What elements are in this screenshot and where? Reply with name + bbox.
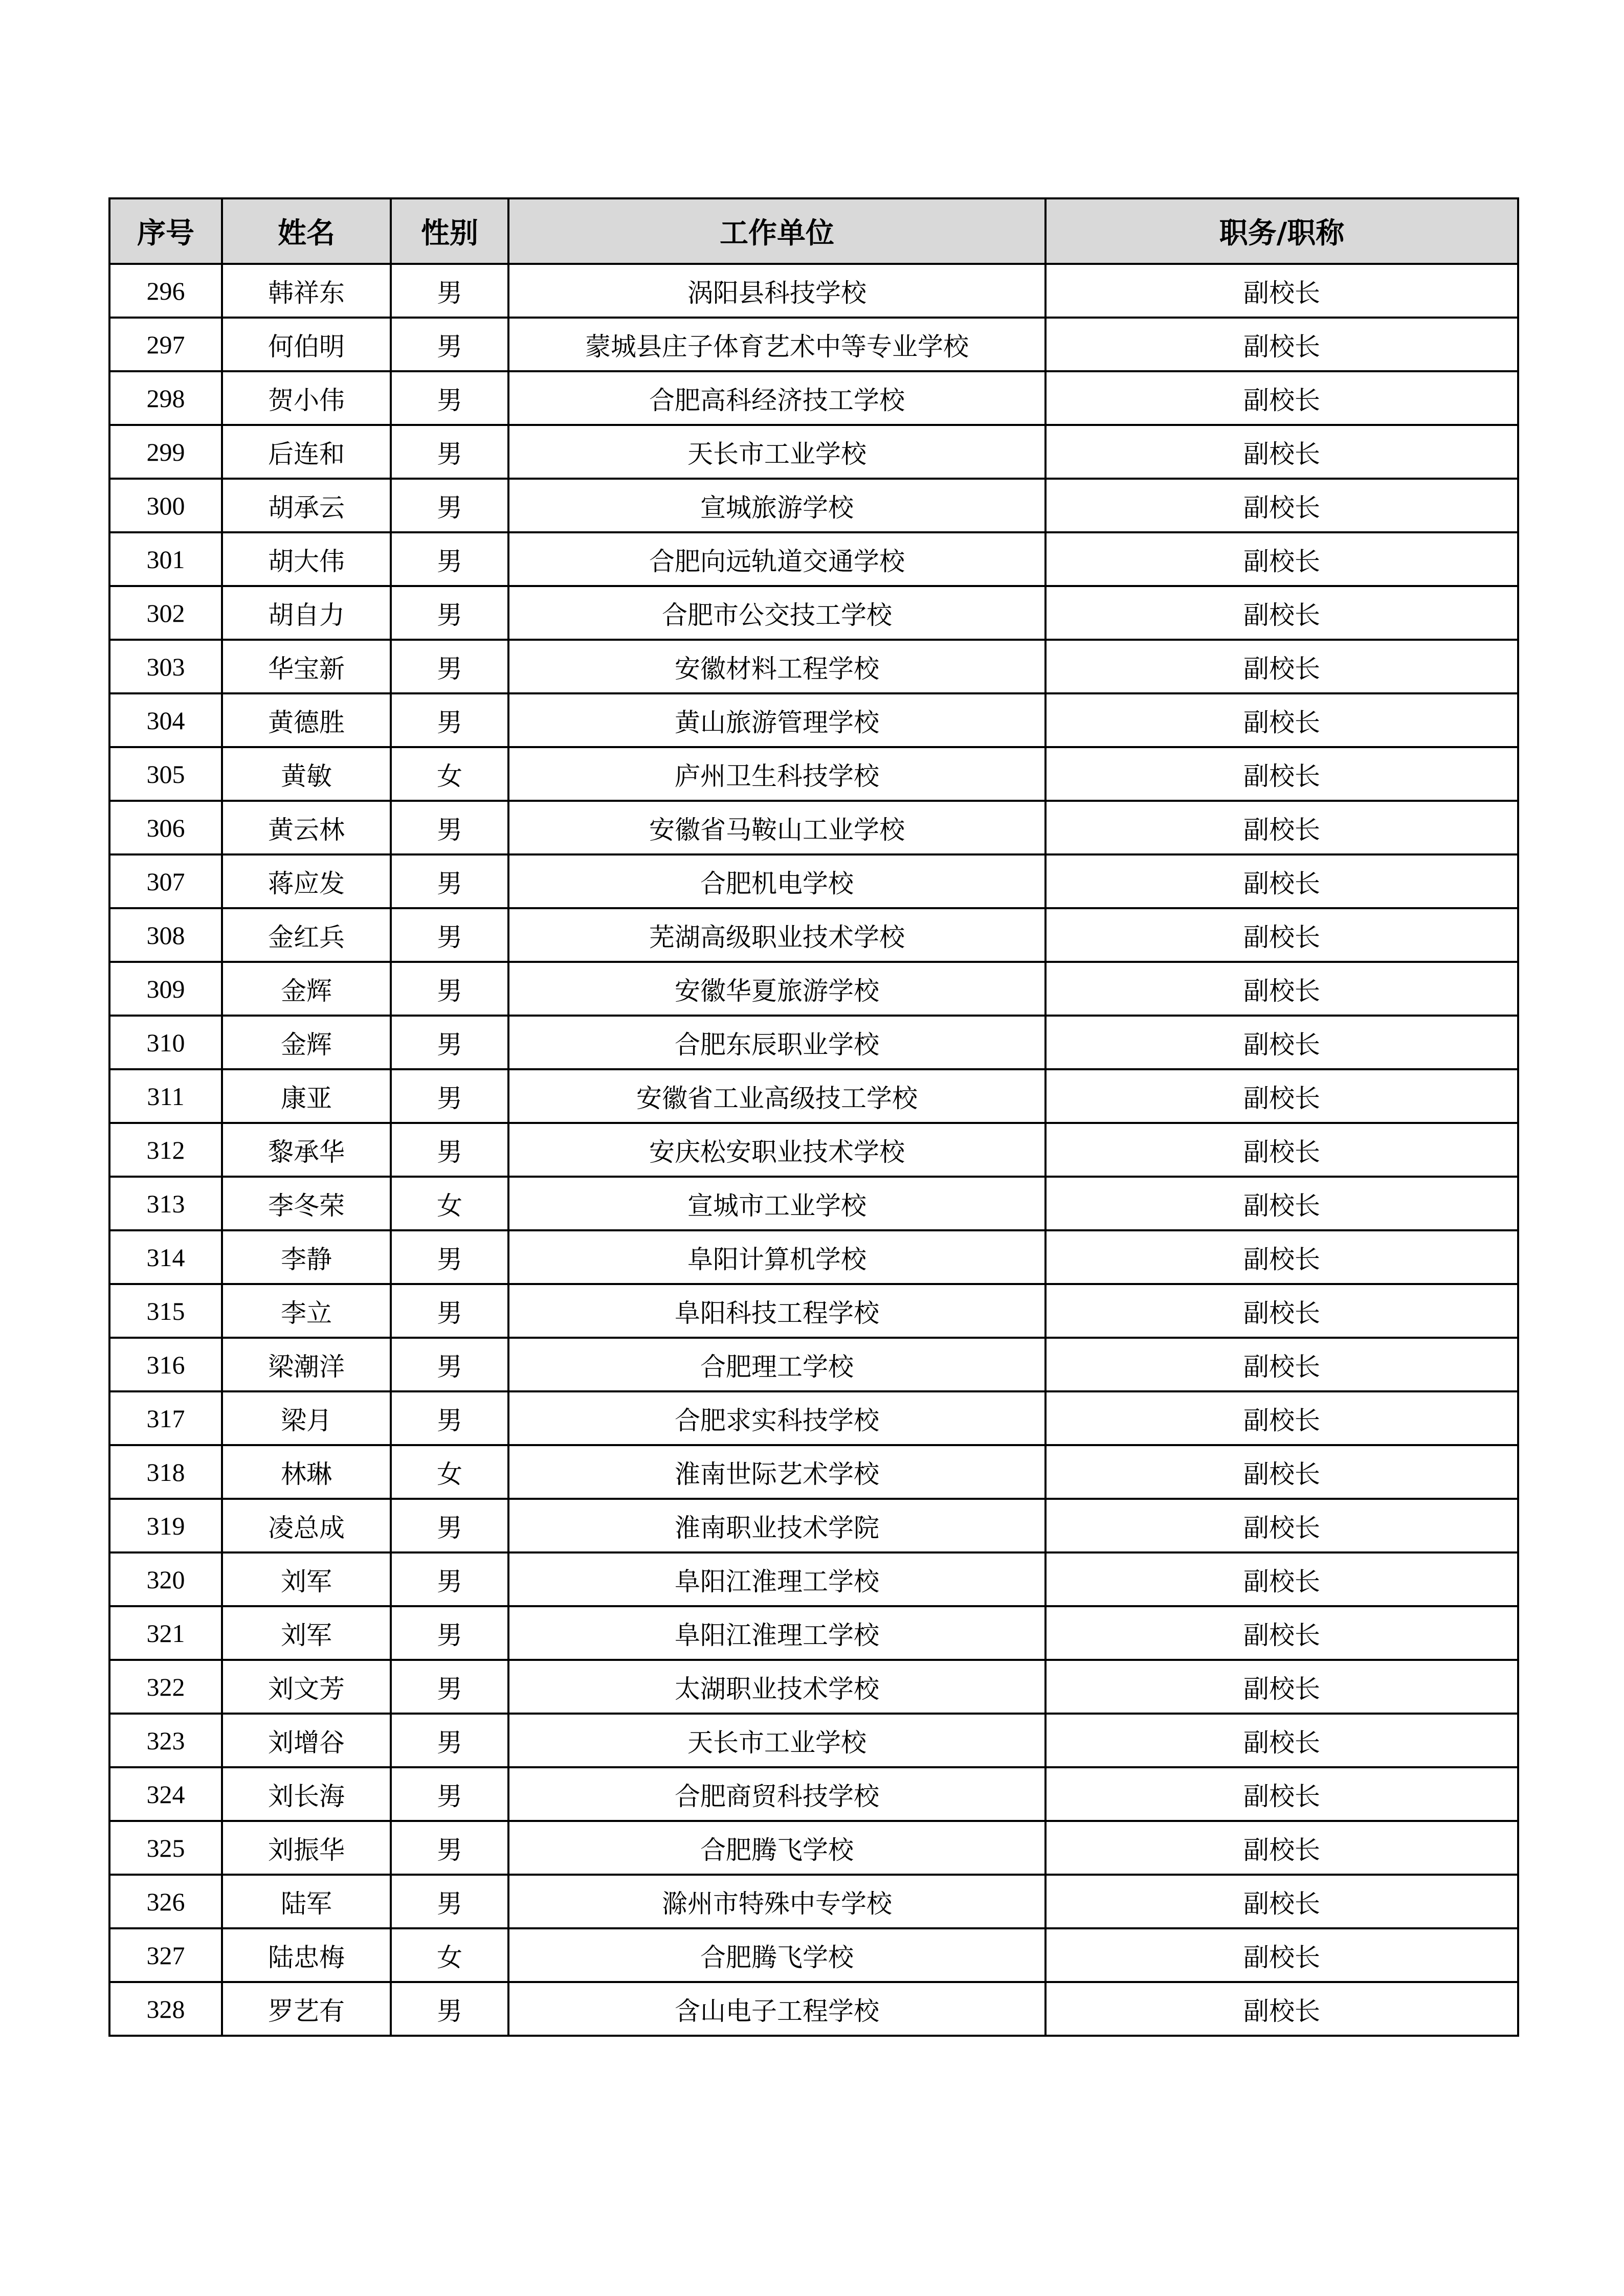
cell-position: 副校长 bbox=[1045, 1069, 1518, 1123]
cell-name: 蒋应发 bbox=[222, 854, 391, 908]
cell-gender: 男 bbox=[391, 1016, 508, 1069]
cell-gender: 男 bbox=[391, 854, 508, 908]
cell-index: 303 bbox=[109, 640, 222, 693]
cell-name: 李立 bbox=[222, 1284, 391, 1338]
cell-gender: 男 bbox=[391, 1767, 508, 1821]
cell-gender: 男 bbox=[391, 1391, 508, 1445]
cell-name: 后连和 bbox=[222, 425, 391, 479]
cell-gender: 男 bbox=[391, 908, 508, 962]
cell-workplace: 合肥机电学校 bbox=[508, 854, 1045, 908]
cell-workplace: 阜阳计算机学校 bbox=[508, 1230, 1045, 1284]
cell-name: 刘军 bbox=[222, 1606, 391, 1660]
cell-workplace: 合肥市公交技工学校 bbox=[508, 586, 1045, 640]
cell-name: 刘增谷 bbox=[222, 1714, 391, 1767]
cell-gender: 男 bbox=[391, 962, 508, 1016]
table-row bbox=[109, 1016, 1518, 1069]
table-row bbox=[109, 747, 1518, 801]
cell-index: 324 bbox=[109, 1767, 222, 1821]
cell-index: 313 bbox=[109, 1177, 222, 1230]
cell-workplace: 淮南职业技术学院 bbox=[508, 1499, 1045, 1552]
table-row bbox=[109, 640, 1518, 693]
cell-position: 副校长 bbox=[1045, 1016, 1518, 1069]
cell-position: 副校长 bbox=[1045, 693, 1518, 747]
cell-index: 302 bbox=[109, 586, 222, 640]
cell-index: 297 bbox=[109, 318, 222, 371]
cell-position: 副校长 bbox=[1045, 854, 1518, 908]
header-position: 职务/职称 bbox=[1045, 198, 1518, 264]
cell-name: 陆忠梅 bbox=[222, 1928, 391, 1982]
table-row bbox=[109, 1714, 1518, 1767]
cell-position: 副校长 bbox=[1045, 640, 1518, 693]
cell-position: 副校长 bbox=[1045, 962, 1518, 1016]
cell-gender: 女 bbox=[391, 1177, 508, 1230]
cell-name: 刘振华 bbox=[222, 1821, 391, 1875]
cell-index: 298 bbox=[109, 371, 222, 425]
cell-workplace: 合肥商贸科技学校 bbox=[508, 1767, 1045, 1821]
cell-position: 副校长 bbox=[1045, 264, 1518, 318]
table-row bbox=[109, 908, 1518, 962]
table-row bbox=[109, 962, 1518, 1016]
cell-gender: 男 bbox=[391, 1606, 508, 1660]
cell-index: 320 bbox=[109, 1552, 222, 1606]
cell-workplace: 庐州卫生科技学校 bbox=[508, 747, 1045, 801]
cell-position: 副校长 bbox=[1045, 1821, 1518, 1875]
cell-index: 307 bbox=[109, 854, 222, 908]
cell-position: 副校长 bbox=[1045, 801, 1518, 854]
cell-gender: 女 bbox=[391, 747, 508, 801]
cell-position: 副校长 bbox=[1045, 1445, 1518, 1499]
cell-workplace: 天长市工业学校 bbox=[508, 425, 1045, 479]
table-row bbox=[109, 1123, 1518, 1177]
cell-workplace: 安徽材料工程学校 bbox=[508, 640, 1045, 693]
cell-index: 326 bbox=[109, 1875, 222, 1928]
cell-workplace: 安徽省马鞍山工业学校 bbox=[508, 801, 1045, 854]
cell-workplace: 合肥向远轨道交通学校 bbox=[508, 532, 1045, 586]
cell-name: 贺小伟 bbox=[222, 371, 391, 425]
cell-workplace: 安徽省工业高级技工学校 bbox=[508, 1069, 1045, 1123]
table-row bbox=[109, 586, 1518, 640]
table-row bbox=[109, 1928, 1518, 1982]
cell-index: 299 bbox=[109, 425, 222, 479]
cell-gender: 男 bbox=[391, 1284, 508, 1338]
cell-index: 308 bbox=[109, 908, 222, 962]
table-row bbox=[109, 1284, 1518, 1338]
cell-workplace: 阜阳江淮理工学校 bbox=[508, 1606, 1045, 1660]
table-row bbox=[109, 1875, 1518, 1928]
cell-workplace: 蒙城县庄子体育艺术中等专业学校 bbox=[508, 318, 1045, 371]
cell-position: 副校长 bbox=[1045, 1928, 1518, 1982]
table-row bbox=[109, 371, 1518, 425]
cell-name: 黄云林 bbox=[222, 801, 391, 854]
table-row bbox=[109, 1338, 1518, 1391]
cell-name: 胡承云 bbox=[222, 479, 391, 532]
cell-position: 副校长 bbox=[1045, 1499, 1518, 1552]
cell-position: 副校长 bbox=[1045, 1338, 1518, 1391]
cell-gender: 男 bbox=[391, 1714, 508, 1767]
table-row bbox=[109, 801, 1518, 854]
cell-workplace: 合肥腾飞学校 bbox=[508, 1821, 1045, 1875]
table-row bbox=[109, 1767, 1518, 1821]
table-row bbox=[109, 479, 1518, 532]
table-header bbox=[109, 198, 1518, 264]
table-row bbox=[109, 1552, 1518, 1606]
table-row bbox=[109, 264, 1518, 318]
cell-position: 副校长 bbox=[1045, 371, 1518, 425]
roster-table bbox=[108, 197, 1519, 2037]
cell-gender: 男 bbox=[391, 1123, 508, 1177]
cell-index: 322 bbox=[109, 1660, 222, 1714]
table-row bbox=[109, 1230, 1518, 1284]
table-row bbox=[109, 854, 1518, 908]
cell-index: 314 bbox=[109, 1230, 222, 1284]
cell-gender: 女 bbox=[391, 1445, 508, 1499]
cell-gender: 男 bbox=[391, 1230, 508, 1284]
cell-workplace: 淮南世际艺术学校 bbox=[508, 1445, 1045, 1499]
cell-workplace: 安庆松安职业技术学校 bbox=[508, 1123, 1045, 1177]
table-row bbox=[109, 1069, 1518, 1123]
cell-name: 金红兵 bbox=[222, 908, 391, 962]
cell-index: 317 bbox=[109, 1391, 222, 1445]
table-body bbox=[109, 264, 1518, 2036]
table-row bbox=[109, 1821, 1518, 1875]
cell-name: 林琳 bbox=[222, 1445, 391, 1499]
cell-index: 312 bbox=[109, 1123, 222, 1177]
cell-index: 309 bbox=[109, 962, 222, 1016]
cell-gender: 男 bbox=[391, 1821, 508, 1875]
cell-name: 华宝新 bbox=[222, 640, 391, 693]
cell-name: 罗艺有 bbox=[222, 1982, 391, 2036]
cell-name: 李冬荣 bbox=[222, 1177, 391, 1230]
cell-name: 韩祥东 bbox=[222, 264, 391, 318]
cell-workplace: 合肥高科经济技工学校 bbox=[508, 371, 1045, 425]
cell-gender: 男 bbox=[391, 318, 508, 371]
cell-gender: 男 bbox=[391, 1875, 508, 1928]
cell-index: 301 bbox=[109, 532, 222, 586]
header-name: 姓名 bbox=[222, 198, 391, 264]
cell-gender: 女 bbox=[391, 1928, 508, 1982]
cell-gender: 男 bbox=[391, 264, 508, 318]
cell-name: 黄敏 bbox=[222, 747, 391, 801]
cell-gender: 男 bbox=[391, 1338, 508, 1391]
cell-name: 陆军 bbox=[222, 1875, 391, 1928]
table-row bbox=[109, 425, 1518, 479]
cell-workplace: 滁州市特殊中专学校 bbox=[508, 1875, 1045, 1928]
table-row bbox=[109, 318, 1518, 371]
cell-name: 康亚 bbox=[222, 1069, 391, 1123]
cell-position: 副校长 bbox=[1045, 747, 1518, 801]
cell-index: 315 bbox=[109, 1284, 222, 1338]
cell-name: 凌总成 bbox=[222, 1499, 391, 1552]
cell-index: 321 bbox=[109, 1606, 222, 1660]
cell-gender: 男 bbox=[391, 1982, 508, 2036]
cell-gender: 男 bbox=[391, 801, 508, 854]
table-row bbox=[109, 1606, 1518, 1660]
cell-name: 何伯明 bbox=[222, 318, 391, 371]
header-gender: 性别 bbox=[391, 198, 508, 264]
cell-name: 梁月 bbox=[222, 1391, 391, 1445]
cell-name: 李静 bbox=[222, 1230, 391, 1284]
cell-position: 副校长 bbox=[1045, 586, 1518, 640]
cell-position: 副校长 bbox=[1045, 1391, 1518, 1445]
cell-gender: 男 bbox=[391, 1552, 508, 1606]
table-row bbox=[109, 532, 1518, 586]
cell-gender: 男 bbox=[391, 1660, 508, 1714]
cell-gender: 男 bbox=[391, 693, 508, 747]
cell-workplace: 天长市工业学校 bbox=[508, 1714, 1045, 1767]
cell-position: 副校长 bbox=[1045, 1875, 1518, 1928]
cell-workplace: 合肥东辰职业学校 bbox=[508, 1016, 1045, 1069]
cell-workplace: 芜湖高级职业技术学校 bbox=[508, 908, 1045, 962]
cell-name: 刘长海 bbox=[222, 1767, 391, 1821]
cell-position: 副校长 bbox=[1045, 425, 1518, 479]
cell-index: 319 bbox=[109, 1499, 222, 1552]
cell-position: 副校长 bbox=[1045, 1606, 1518, 1660]
cell-index: 305 bbox=[109, 747, 222, 801]
cell-position: 副校长 bbox=[1045, 1552, 1518, 1606]
header-row bbox=[109, 198, 1518, 264]
cell-index: 310 bbox=[109, 1016, 222, 1069]
cell-index: 306 bbox=[109, 801, 222, 854]
cell-name: 黎承华 bbox=[222, 1123, 391, 1177]
cell-position: 副校长 bbox=[1045, 532, 1518, 586]
cell-gender: 男 bbox=[391, 586, 508, 640]
cell-position: 副校长 bbox=[1045, 1982, 1518, 2036]
cell-name: 金辉 bbox=[222, 1016, 391, 1069]
cell-workplace: 含山电子工程学校 bbox=[508, 1982, 1045, 2036]
cell-position: 副校长 bbox=[1045, 908, 1518, 962]
cell-gender: 男 bbox=[391, 1499, 508, 1552]
cell-name: 金辉 bbox=[222, 962, 391, 1016]
cell-index: 328 bbox=[109, 1982, 222, 2036]
cell-workplace: 宣城市工业学校 bbox=[508, 1177, 1045, 1230]
cell-position: 副校长 bbox=[1045, 1230, 1518, 1284]
cell-name: 梁潮洋 bbox=[222, 1338, 391, 1391]
table-row bbox=[109, 1445, 1518, 1499]
cell-name: 胡大伟 bbox=[222, 532, 391, 586]
cell-gender: 男 bbox=[391, 532, 508, 586]
cell-position: 副校长 bbox=[1045, 1660, 1518, 1714]
table-row bbox=[109, 693, 1518, 747]
cell-name: 刘文芳 bbox=[222, 1660, 391, 1714]
cell-index: 311 bbox=[109, 1069, 222, 1123]
cell-index: 304 bbox=[109, 693, 222, 747]
cell-position: 副校长 bbox=[1045, 1123, 1518, 1177]
cell-name: 刘军 bbox=[222, 1552, 391, 1606]
cell-workplace: 涡阳县科技学校 bbox=[508, 264, 1045, 318]
cell-workplace: 宣城旅游学校 bbox=[508, 479, 1045, 532]
cell-name: 黄德胜 bbox=[222, 693, 391, 747]
cell-position: 副校长 bbox=[1045, 1284, 1518, 1338]
cell-workplace: 安徽华夏旅游学校 bbox=[508, 962, 1045, 1016]
cell-name: 胡自力 bbox=[222, 586, 391, 640]
cell-gender: 男 bbox=[391, 425, 508, 479]
cell-position: 副校长 bbox=[1045, 479, 1518, 532]
cell-position: 副校长 bbox=[1045, 318, 1518, 371]
cell-position: 副校长 bbox=[1045, 1714, 1518, 1767]
cell-workplace: 合肥求实科技学校 bbox=[508, 1391, 1045, 1445]
cell-workplace: 阜阳江淮理工学校 bbox=[508, 1552, 1045, 1606]
cell-workplace: 合肥腾飞学校 bbox=[508, 1928, 1045, 1982]
cell-index: 318 bbox=[109, 1445, 222, 1499]
table-row bbox=[109, 1391, 1518, 1445]
cell-gender: 男 bbox=[391, 479, 508, 532]
cell-index: 300 bbox=[109, 479, 222, 532]
table-row bbox=[109, 1177, 1518, 1230]
cell-index: 316 bbox=[109, 1338, 222, 1391]
table-row bbox=[109, 1499, 1518, 1552]
cell-workplace: 阜阳科技工程学校 bbox=[508, 1284, 1045, 1338]
cell-workplace: 合肥理工学校 bbox=[508, 1338, 1045, 1391]
header-index: 序号 bbox=[109, 198, 222, 264]
cell-gender: 男 bbox=[391, 640, 508, 693]
cell-workplace: 太湖职业技术学校 bbox=[508, 1660, 1045, 1714]
cell-gender: 男 bbox=[391, 1069, 508, 1123]
header-workplace: 工作单位 bbox=[508, 198, 1045, 264]
cell-index: 296 bbox=[109, 264, 222, 318]
cell-index: 327 bbox=[109, 1928, 222, 1982]
cell-gender: 男 bbox=[391, 371, 508, 425]
cell-position: 副校长 bbox=[1045, 1177, 1518, 1230]
cell-index: 323 bbox=[109, 1714, 222, 1767]
cell-index: 325 bbox=[109, 1821, 222, 1875]
table-row bbox=[109, 1660, 1518, 1714]
table-row bbox=[109, 1982, 1518, 2036]
cell-workplace: 黄山旅游管理学校 bbox=[508, 693, 1045, 747]
cell-position: 副校长 bbox=[1045, 1767, 1518, 1821]
